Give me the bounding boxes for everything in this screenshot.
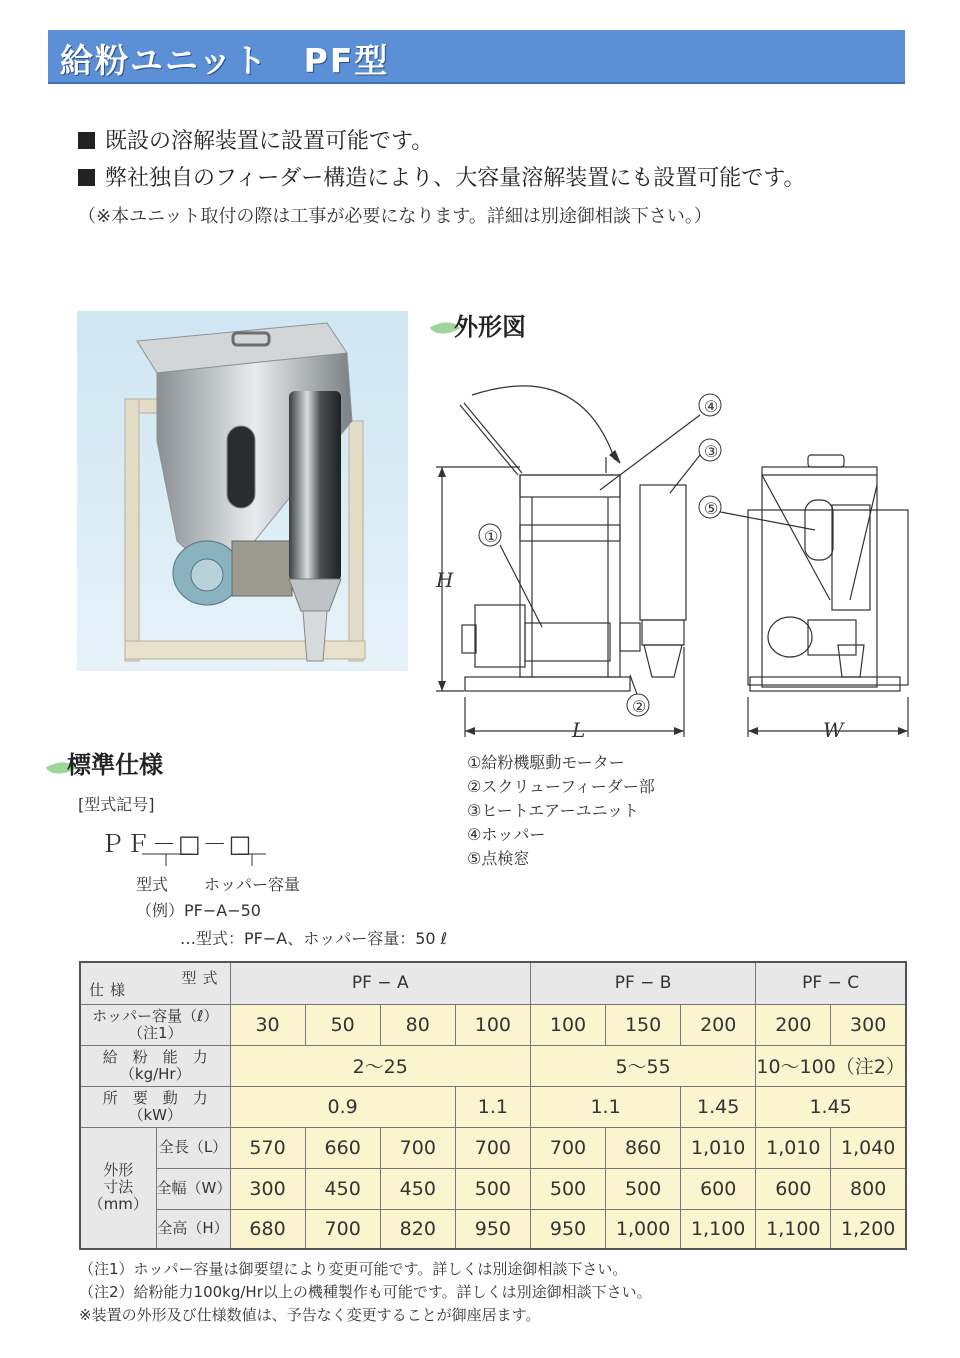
label-2: ②	[632, 697, 647, 716]
table-cell: 500	[606, 1168, 681, 1209]
table-cell: 500	[455, 1168, 530, 1209]
table-cell: 150	[606, 1004, 681, 1045]
legend-item: ⑤点検窓	[467, 849, 530, 868]
model-example: （例）PF−A−50	[136, 901, 261, 920]
table-cell: 1,040	[831, 1127, 906, 1168]
table-cell: 950	[530, 1209, 605, 1249]
label-4: ④	[704, 397, 719, 416]
title-bar	[48, 30, 905, 84]
row-label-main: 給 粉 能 力	[102, 1047, 208, 1066]
model-header: PF − C	[756, 962, 906, 1004]
footnote: ※装置の外形及び仕様数値は、予告なく変更することが御座居ます。	[79, 1306, 541, 1324]
table-cell: 570	[230, 1127, 305, 1168]
model-header: PF − A	[230, 962, 530, 1004]
table-cell: 1,000	[606, 1209, 681, 1249]
table-cell: 800	[831, 1168, 906, 1209]
table-cell: 5～55	[530, 1045, 755, 1086]
table-row	[80, 1127, 906, 1168]
table-cell: 200	[681, 1004, 756, 1045]
table-cell: 450	[380, 1168, 455, 1209]
table-cell: 1,200	[831, 1209, 906, 1249]
table-cell: 450	[305, 1168, 380, 1209]
footnote: （注2）給粉能力100kg/Hr以上の機種製作も可能です。詳しくは別途御相談下さい。	[79, 1283, 652, 1301]
model-header: PF − B	[530, 962, 755, 1004]
legend-item: ④ホッパー	[467, 825, 546, 844]
row-label	[80, 1045, 230, 1086]
table-cell: 1.45	[756, 1086, 906, 1127]
feature-text: 既設の溶解装置に設置可能です。	[105, 129, 434, 154]
outline-drawing	[430, 375, 920, 745]
row-label: 全幅（W）	[156, 1168, 230, 1209]
model-code-label: [型式記号]	[78, 795, 155, 814]
model-part-capacity: ホッパー容量	[204, 875, 301, 894]
row-label-main: ホッパー容量（ℓ）	[92, 1006, 219, 1025]
model-example-detail: …型式：PF−A、ホッパー容量：50 ℓ	[180, 929, 448, 948]
table-cell: 700	[455, 1127, 530, 1168]
table-cell: 1,100	[756, 1209, 831, 1249]
corner-spec: 仕様	[89, 980, 132, 999]
model-code: ＰＦ－□－□	[100, 830, 254, 858]
table-cell: 300	[230, 1168, 305, 1209]
table-cell: 1,100	[681, 1209, 756, 1249]
model-part-type: 型式	[136, 875, 169, 894]
table-cell: 1.1	[455, 1086, 530, 1127]
square-bullet-icon	[78, 132, 95, 149]
table-cell: 1,010	[756, 1127, 831, 1168]
table-cell: 200	[756, 1004, 831, 1045]
spec-heading: 標準仕様	[67, 751, 163, 779]
table-row	[80, 1209, 906, 1249]
corner-model: 型式	[181, 969, 224, 987]
table-cell: 80	[380, 1004, 455, 1045]
product-photo	[77, 311, 408, 671]
table-cell: 1.45	[681, 1086, 756, 1127]
square-bullet-icon	[78, 169, 95, 186]
feature-bullet	[78, 161, 805, 192]
page-title: 給粉ユニット PF型	[60, 41, 390, 80]
legend-item: ②スクリューフィーダー部	[467, 777, 655, 796]
dims-label-line: 外形	[103, 1161, 134, 1180]
table-cell: 100	[455, 1004, 530, 1045]
table-row	[80, 1004, 906, 1045]
table-cell: 10～100（注2）	[756, 1045, 906, 1086]
table-cell: 1,010	[681, 1127, 756, 1168]
dim-l: L	[572, 718, 586, 742]
table-row	[80, 1086, 906, 1127]
table-cell: 700	[305, 1209, 380, 1249]
table-cell: 50	[305, 1004, 380, 1045]
table-cell: 100	[530, 1004, 605, 1045]
table-cell: 820	[380, 1209, 455, 1249]
table-cell: 950	[455, 1209, 530, 1249]
row-label-sub: （注1）	[127, 1023, 183, 1042]
dim-w: W	[823, 718, 844, 742]
table-cell: 860	[606, 1127, 681, 1168]
table-cell: 300	[831, 1004, 906, 1045]
table-cell: 660	[305, 1127, 380, 1168]
table-cell: 500	[530, 1168, 605, 1209]
table-cell: 30	[230, 1004, 305, 1045]
row-label	[80, 1004, 230, 1045]
outline-heading: 外形図	[454, 313, 526, 341]
dims-label-line: （mm）	[88, 1195, 148, 1214]
feature-bullet	[78, 124, 433, 155]
row-label-sub: （kW）	[128, 1105, 183, 1124]
dim-h: H	[436, 568, 454, 592]
model-code-brackets	[140, 852, 270, 868]
dims-label	[80, 1127, 156, 1249]
table-header-row	[80, 962, 906, 1004]
table-cell: 600	[756, 1168, 831, 1209]
table-cell: 700	[380, 1127, 455, 1168]
legend-item: ①給粉機駆動モーター	[467, 753, 625, 772]
legend-item: ③ヒートエアーユニット	[467, 801, 639, 820]
table-cell: 1.1	[530, 1086, 680, 1127]
spec-table	[79, 961, 907, 1250]
dims-label-line: 寸法	[103, 1178, 134, 1197]
label-3: ③	[704, 442, 719, 461]
row-label: 全長（L）	[156, 1127, 230, 1168]
table-cell: 0.9	[230, 1086, 455, 1127]
row-label-sub: （kg/Hr）	[119, 1064, 191, 1083]
row-label	[80, 1086, 230, 1127]
table-cell: 2～25	[230, 1045, 530, 1086]
installation-note: （※本ユニット取付の際は工事が必要になります。詳細は別途御相談下さい。）	[78, 206, 712, 227]
feature-text: 弊社独自のフィーダー構造により、大容量溶解装置にも設置可能です。	[105, 166, 806, 191]
table-cell: 700	[530, 1127, 605, 1168]
label-5: ⑤	[704, 499, 719, 518]
table-row	[80, 1045, 906, 1086]
label-1: ①	[484, 527, 499, 546]
table-cell: 600	[681, 1168, 756, 1209]
row-label: 全高（H）	[156, 1209, 230, 1249]
table-cell: 680	[230, 1209, 305, 1249]
table-row	[80, 1168, 906, 1209]
row-label-main: 所 要 動 力	[102, 1088, 208, 1107]
table-corner	[80, 962, 230, 1004]
footnote: （注1）ホッパー容量は御要望により変更可能です。詳しくは別途御相談下さい。	[79, 1260, 628, 1278]
